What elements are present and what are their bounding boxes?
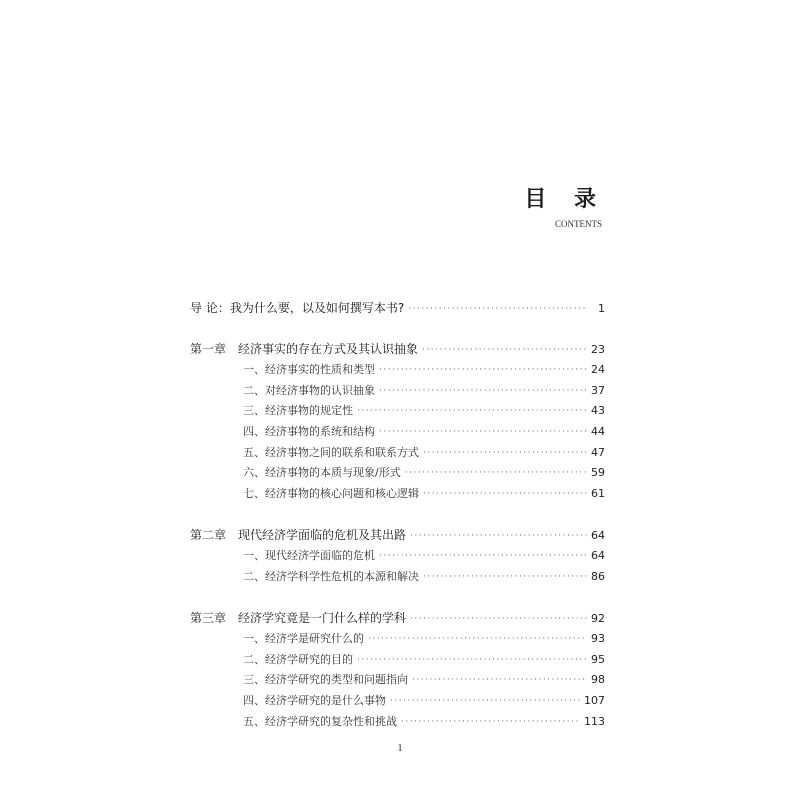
toc-entry-section[interactable] <box>243 651 605 669</box>
section-page: 64 <box>591 549 605 562</box>
chapter-page: 23 <box>591 343 605 356</box>
toc-entry-section[interactable] <box>243 630 605 648</box>
page-subtitle: CONTENTS <box>555 219 602 229</box>
section-title: 五、经济事物之间的联系和联系方式 <box>243 446 419 459</box>
section-page: 61 <box>591 487 605 500</box>
chapter-page: 64 <box>591 529 605 542</box>
dot-leader <box>422 345 587 355</box>
section-title: 二、经济学研究的目的 <box>243 653 353 666</box>
section-title: 一、经济事实的性质和类型 <box>243 363 375 376</box>
dot-leader <box>379 427 587 437</box>
section-title: 四、经济事物的系统和结构 <box>243 425 375 438</box>
section-title: 三、经济事物的规定性 <box>243 404 353 417</box>
dot-leader <box>423 572 587 582</box>
dot-leader <box>368 634 587 644</box>
toc-entry-section[interactable] <box>243 444 605 462</box>
dot-leader <box>390 696 580 706</box>
toc-entry-chapter-2[interactable] <box>190 526 605 544</box>
dot-leader <box>357 406 587 416</box>
section-page: 86 <box>591 570 605 583</box>
toc-entry-section[interactable] <box>243 402 605 420</box>
toc-entry-section[interactable] <box>243 671 605 689</box>
section-page: 47 <box>591 446 605 459</box>
section-title: 一、现代经济学面临的危机 <box>243 549 375 562</box>
dot-leader <box>401 717 580 727</box>
entry-number: 导 论： <box>190 301 230 315</box>
section-title: 二、经济学科学性危机的本源和解决 <box>243 570 419 583</box>
toc-entry-section[interactable] <box>243 382 605 400</box>
section-title: 一、经济学是研究什么的 <box>243 632 364 645</box>
dot-leader <box>423 489 587 499</box>
dot-leader <box>408 304 587 314</box>
chapter-number: 第二章 <box>190 528 227 542</box>
section-title: 七、经济事物的核心问题和核心逻辑 <box>243 487 419 500</box>
dot-leader <box>405 468 587 478</box>
toc-entry-chapter-3[interactable] <box>190 609 605 627</box>
section-page: 43 <box>591 404 605 417</box>
section-title: 二、对经济事物的认识抽象 <box>243 384 375 397</box>
chapter-page: 92 <box>591 612 605 625</box>
chapter-title: 经济学究竟是一门什么样的学科 <box>238 611 407 625</box>
section-page: 44 <box>591 425 605 438</box>
entry-page: 1 <box>598 302 605 315</box>
chapter-number: 第一章 <box>190 342 227 356</box>
section-page: 24 <box>591 363 605 376</box>
page-title: 目 录 <box>524 187 606 212</box>
toc-entry-section[interactable] <box>243 361 605 379</box>
section-page: 37 <box>591 384 605 397</box>
section-title: 五、经济学研究的复杂性和挑战 <box>243 715 397 728</box>
section-page: 98 <box>591 673 605 686</box>
dot-leader <box>423 448 587 458</box>
dot-leader <box>410 614 587 624</box>
chapter-number: 第三章 <box>190 611 227 625</box>
chapter-title: 经济事实的存在方式及其认识抽象 <box>238 342 419 356</box>
page-number: 1 <box>397 742 403 754</box>
section-page: 59 <box>591 466 605 479</box>
toc-entry-chapter-1[interactable] <box>190 340 605 358</box>
dot-leader <box>379 386 587 396</box>
toc-entry-section[interactable] <box>243 692 605 710</box>
dot-leader <box>412 675 587 685</box>
toc-entry-section[interactable] <box>243 713 605 731</box>
toc-entry-section[interactable] <box>243 485 605 503</box>
entry-title: 我为什么要，以及如何撰写本书? <box>229 301 405 315</box>
section-page: 95 <box>591 653 605 666</box>
chapter-title: 现代经济学面临的危机及其出路 <box>238 528 407 542</box>
toc-entry-intro[interactable] <box>190 299 605 317</box>
section-page: 107 <box>584 694 605 707</box>
toc-entry-section[interactable] <box>243 568 605 586</box>
dot-leader <box>379 365 587 375</box>
section-page: 113 <box>584 715 605 728</box>
section-page: 93 <box>591 632 605 645</box>
toc-entry-section[interactable] <box>243 464 605 482</box>
section-title: 三、经济学研究的类型和问题指向 <box>243 673 408 686</box>
dot-leader <box>410 531 587 541</box>
section-title: 六、经济事物的本质与现象/形式 <box>243 466 401 479</box>
section-title: 四、经济学研究的是什么事物 <box>243 694 386 707</box>
dot-leader <box>357 655 587 665</box>
toc-entry-section[interactable] <box>243 423 605 441</box>
dot-leader <box>379 551 587 561</box>
toc-entry-section[interactable] <box>243 547 605 565</box>
